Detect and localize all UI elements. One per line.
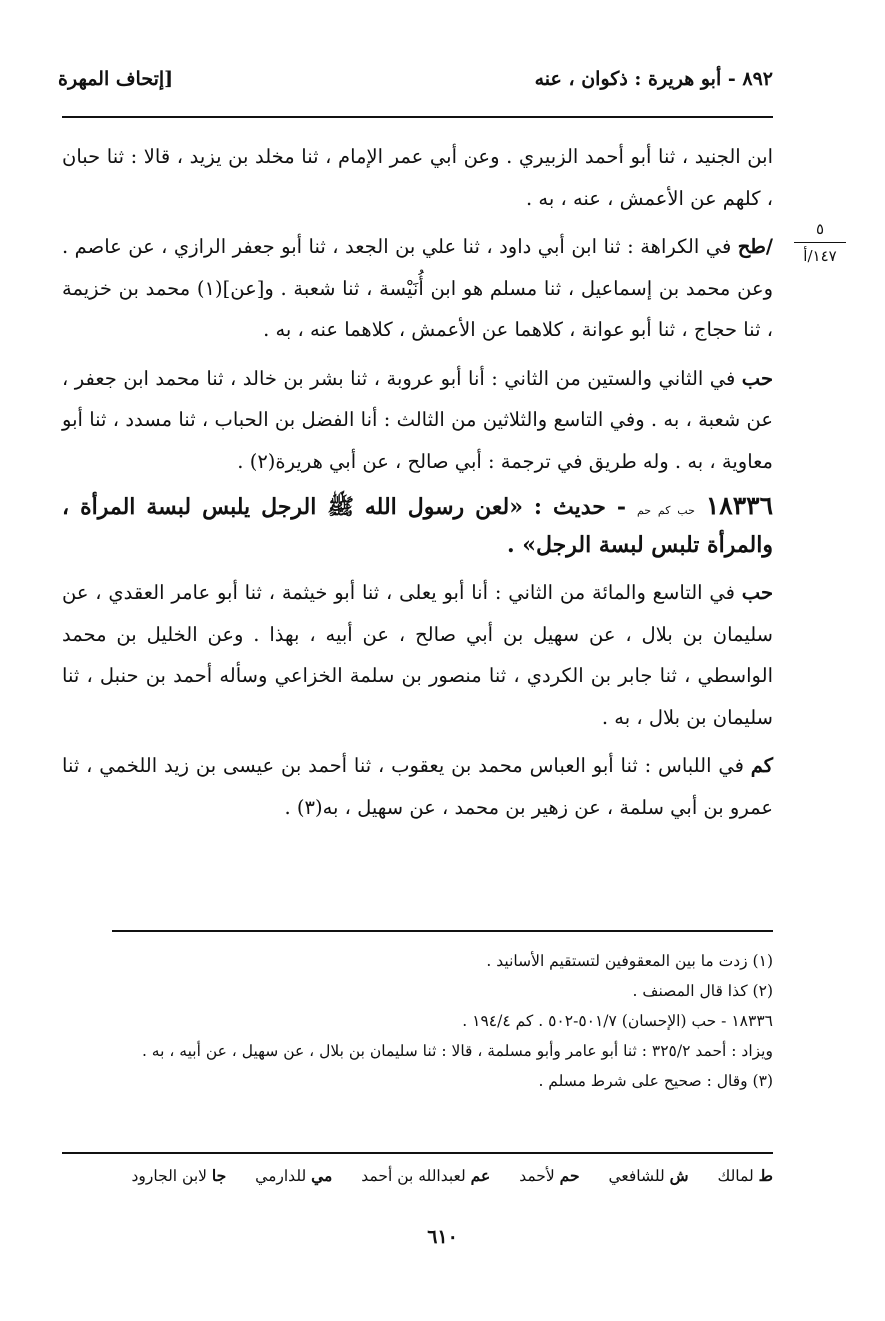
entry-number: ١٨٣٣٦ [705, 491, 773, 520]
abbr-item [507, 1167, 579, 1185]
footnote-4: ويزاد : أحمد ٣٢٥/٢ : ثنا أبو عامر وأبو مسلمة ، قالا : ثنا سليمان بن بلال ، عن سهيل ، عن أبيه ، به . [141, 1042, 773, 1060]
margin-note-top: ٥ [815, 220, 825, 238]
page-number: ٦١٠ [427, 1226, 458, 1248]
footnote-1: (١) زدت ما بين المعقوفين لتستقيم الأسانيد . [486, 952, 773, 970]
abbr-code: جا [211, 1166, 227, 1185]
running-title: ٨٩٢ - أبو هريرة : ذكوان ، عنه [534, 68, 773, 90]
abbr-meaning: لأحمد [519, 1167, 555, 1185]
footnote-2: (٢) كذا قال المصنف . [632, 982, 773, 1000]
abbr-meaning: للدارمي [255, 1167, 307, 1185]
hadith-entry [62, 489, 773, 562]
paragraph-5-text: في اللباس : ثنا أبو العباس محمد بن يعقوب ، ثنا أحمد بن عيسى بن زيد اللخمي ، ثنا عمرو بن أبي سلمة ، عن زهير بن محمد ، عن سهيل ، به(٣) . [62, 754, 773, 819]
siglum-hb-2: حب [741, 581, 773, 604]
header-rule [62, 116, 773, 118]
abbr-meaning: لعبدالله بن أحمد [361, 1167, 466, 1185]
footnote-3: ١٨٣٣٦ - حب (الإحسان) ٥٠١/٧-٥٠٢ . كم ١٩٤/٤ . [462, 1012, 773, 1030]
footnotes [62, 946, 773, 1096]
entry-text: - حديث : «لعن رسول الله ﷺ الرجل يلبس لبسة المرأة ، والمرأة تلبس لبسة الرجل» . [62, 494, 773, 558]
abbr-code: مي [311, 1166, 333, 1185]
paragraph-2-text: في الكراهة : ثنا ابن أبي داود ، ثنا علي بن الجعد ، ثنا أبو جعفر الرازي ، عن عاصم . وعن محمد بن إسماعيل ، ثنا مسلم هو ابن أُنَيْسة ، ثنا شعبة . و[عن](١) محمد بن خزيمة ، ثنا حجاج ، ثنا أبو عوانة ، كلاهما عن الأعمش ، كلاهما عنه ، به . [62, 235, 773, 341]
paragraph-3 [62, 358, 773, 483]
abbr-item [706, 1167, 773, 1185]
book-title: [إتحاف المهرة [58, 68, 174, 90]
siglum-hb: حب [741, 366, 773, 390]
abbr-code: عم [470, 1166, 491, 1185]
abbr-item [119, 1167, 226, 1185]
manuscript-folio-note [794, 218, 846, 267]
paragraph-4-text: في التاسع والمائة من الثاني : أنا أبو يعلى ، ثنا أبو خيثمة ، ثنا أبو عامر العقدي ، عن سليمان بن بلال ، عن سهيل بن أبي صالح ، عن أبيه ، بهذا . وعن الخليل بن محمد الواسطي ، ثنا جابر بن الكردي ، ثنا منصور بن سلمة الخزاعي وسأله أحمد بن حنبل ، ثنا سليمان بن بلال ، به . [62, 581, 773, 729]
abbr-item [597, 1167, 689, 1185]
abbr-code: ش [669, 1166, 689, 1185]
entry-sigla: حب كم حم [636, 504, 695, 517]
paragraph-4 [62, 572, 773, 738]
siglum-tah: /طح [737, 235, 773, 258]
abbr-item [349, 1167, 490, 1185]
abbr-meaning: لمالك [717, 1167, 754, 1185]
abbr-code: حم [559, 1166, 580, 1185]
footnote-5: (٣) وقال : صحيح على شرط مسلم . [538, 1072, 773, 1090]
abbr-meaning: لابن الجارود [131, 1167, 207, 1185]
main-text [62, 136, 773, 835]
paragraph-1: ابن الجنيد ، ثنا أبو أحمد الزبيري . وعن أبي عمر الإمام ، ثنا مخلد بن يزيد ، قالا : ثنا حبان ، كلهم عن الأعمش ، عنه ، به . [62, 145, 773, 210]
paragraph-5 [62, 745, 773, 828]
paragraph-3-text: في الثاني والستين من الثاني : أنا أبو عروبة ، ثنا بشر بن خالد ، ثنا محمد ابن جعفر ، عن شعبة ، به . وفي التاسع والثلاثين من الثالث : أنا الفضل بن الحباب ، ثنا مسدد ، ثنا أبو معاوية ، به . وله طريق في ترجمة : أبي صالح ، عن أبي هريرة(٢) . [62, 366, 773, 473]
siglum-km: كم [750, 754, 773, 777]
abbr-item [243, 1167, 332, 1185]
abbr-meaning: للشافعي [608, 1167, 665, 1185]
margin-note-bottom: ١٤٧/أ [803, 247, 837, 265]
abbr-code: ط [758, 1166, 773, 1185]
margin-note-divider [794, 242, 846, 243]
abbreviations-rule [62, 1152, 773, 1154]
abbreviations-key [62, 1166, 773, 1185]
paragraph-2 [62, 226, 773, 351]
footnote-rule [112, 930, 773, 932]
